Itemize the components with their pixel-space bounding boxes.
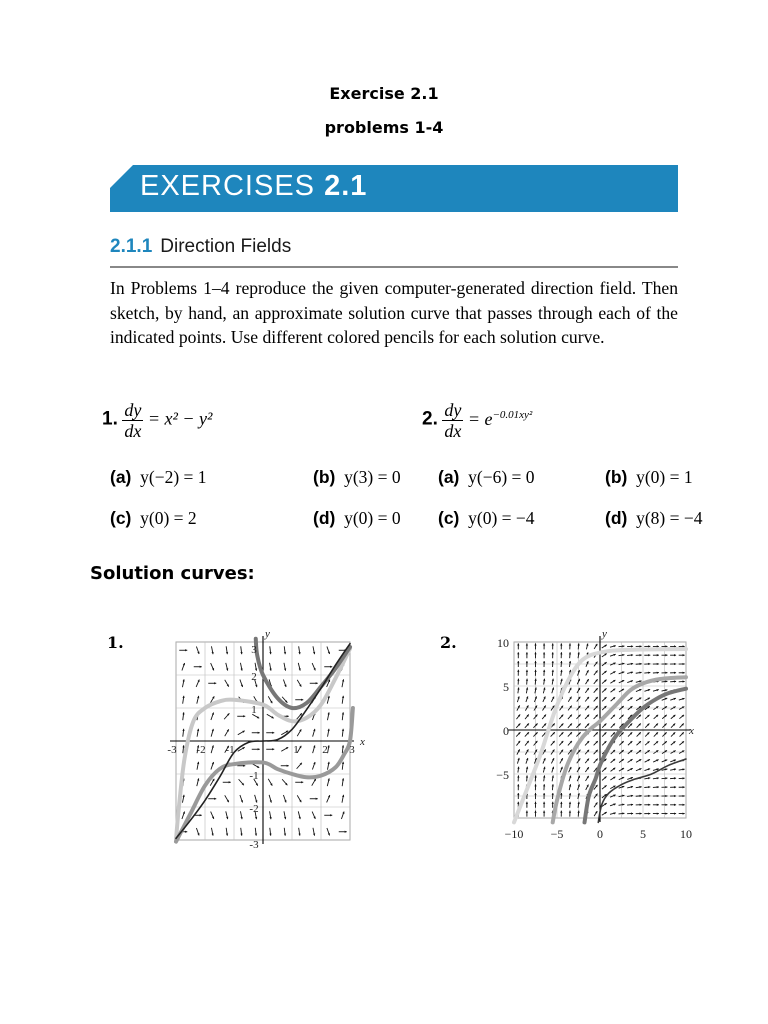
direction-arrowhead <box>631 645 633 647</box>
direction-arrowhead <box>534 661 536 663</box>
condition <box>605 467 693 488</box>
condition <box>438 508 535 529</box>
y-axis-label: y <box>265 628 270 640</box>
direction-arrowhead <box>517 643 519 645</box>
x-tick-label: 10 <box>680 827 692 841</box>
direction-arrowhead <box>534 775 536 777</box>
direction-arrowhead <box>648 663 650 665</box>
direction-arrowhead <box>287 765 289 767</box>
direction-arrowhead <box>552 652 554 654</box>
banner-title <box>140 170 367 203</box>
direction-arrowhead <box>534 784 536 786</box>
condition <box>438 467 535 488</box>
direction-arrowhead <box>674 680 676 682</box>
direction-arrowhead <box>577 811 579 813</box>
direction-arrowhead <box>657 654 659 656</box>
direction-arrowhead <box>648 795 650 797</box>
y-tick-label: 5 <box>503 680 509 694</box>
direction-arrowhead <box>330 814 332 816</box>
fraction-numerator: dy <box>124 400 142 420</box>
direction-arrowhead <box>534 679 536 681</box>
banner-word: EXERCISES <box>140 170 315 202</box>
x-tick-label: −10 <box>504 827 524 841</box>
direction-arrowhead <box>526 661 528 663</box>
y-tick-label: -1 <box>249 770 259 782</box>
fraction-denominator: dx <box>124 421 142 441</box>
fraction-denominator: dx <box>444 421 462 441</box>
direction-arrowhead <box>543 793 545 795</box>
direction-arrowhead <box>200 814 202 816</box>
y-tick-label: 10 <box>497 636 509 650</box>
direction-arrowhead <box>185 649 187 651</box>
direction-arrowhead <box>543 811 545 813</box>
direction-arrowhead <box>631 812 633 814</box>
condition-text: y(3) = 0 <box>344 467 401 487</box>
direction-arrowhead <box>648 672 650 674</box>
solution-curve <box>598 759 686 822</box>
direction-arrowhead <box>683 654 685 656</box>
direction-arrowhead <box>683 795 685 797</box>
direction-arrowhead <box>640 812 642 814</box>
problem-1-equation <box>102 400 212 441</box>
direction-arrowhead <box>665 663 667 665</box>
section-title: Direction Fields <box>160 236 292 257</box>
equation-rhs <box>468 409 532 429</box>
direction-arrowhead <box>526 670 528 672</box>
condition-label: (d) <box>313 508 336 528</box>
direction-arrowhead <box>526 775 528 777</box>
condition-text: y(−6) = 0 <box>468 467 535 487</box>
direction-arrowhead <box>569 802 571 804</box>
fraction-numerator: dy <box>444 400 462 420</box>
direction-arrowhead <box>316 798 318 800</box>
condition <box>605 508 703 529</box>
y-axis-label: y <box>602 628 607 640</box>
x-axis-label: x <box>689 725 694 737</box>
condition-label: (b) <box>605 467 628 487</box>
page-title: Exercise 2.1 <box>329 84 439 103</box>
problem-2-equation <box>422 400 532 441</box>
direction-arrowhead <box>657 645 659 647</box>
direction-arrowhead <box>214 682 216 684</box>
condition-text: y(8) = −4 <box>636 508 703 528</box>
direction-arrowhead <box>517 802 519 804</box>
direction-arrowhead <box>657 663 659 665</box>
condition <box>110 467 207 488</box>
direction-arrowhead <box>657 672 659 674</box>
condition <box>313 467 401 488</box>
direction-arrowhead <box>301 699 303 701</box>
direction-arrowhead <box>517 793 519 795</box>
y-tick-label: 1 <box>251 704 257 716</box>
condition-text: y(0) = 0 <box>344 508 401 528</box>
x-tick-label: 2 <box>322 744 328 756</box>
figure-2-label: 2. <box>440 633 457 652</box>
direction-arrowhead <box>243 715 245 717</box>
condition-label: (c) <box>110 508 132 528</box>
direction-arrowhead <box>657 804 659 806</box>
direction-arrowhead <box>258 748 260 750</box>
direction-arrowhead <box>526 802 528 804</box>
direction-arrowhead <box>674 795 676 797</box>
direction-arrowhead <box>631 654 633 656</box>
direction-arrowhead <box>543 661 545 663</box>
direction-arrowhead <box>640 645 642 647</box>
x-tick-label: 0 <box>597 827 603 841</box>
solution-curves-heading: Solution curves: <box>90 563 255 584</box>
direction-arrowhead <box>622 645 624 647</box>
direction-arrowhead <box>214 798 216 800</box>
condition-label: (d) <box>605 508 628 528</box>
direction-arrowhead <box>665 804 667 806</box>
direction-arrowhead <box>258 732 260 734</box>
direction-arrowhead <box>683 777 685 779</box>
direction-arrowhead <box>665 654 667 656</box>
direction-arrowhead <box>543 802 545 804</box>
direction-arrowhead <box>552 793 554 795</box>
direction-arrowhead <box>534 811 536 813</box>
direction-arrowhead <box>648 645 650 647</box>
problem-number: 2. <box>422 408 438 430</box>
direction-arrowhead <box>683 680 685 682</box>
direction-arrowhead <box>665 786 667 788</box>
direction-arrowhead <box>517 670 519 672</box>
problem-number: 1. <box>102 408 118 430</box>
direction-arrowhead <box>639 663 641 665</box>
direction-arrowhead <box>526 811 528 813</box>
condition-text: y(−2) = 1 <box>140 467 207 487</box>
condition-text: y(0) = −4 <box>468 508 535 528</box>
direction-arrowhead <box>534 670 536 672</box>
direction-arrowhead <box>648 812 650 814</box>
direction-arrowhead <box>665 645 667 647</box>
direction-arrowhead <box>648 654 650 656</box>
direction-arrowhead <box>517 661 519 663</box>
page-subtitle: problems 1-4 <box>324 118 444 137</box>
condition <box>110 508 197 529</box>
direction-arrowhead <box>552 643 554 645</box>
direction-arrowhead <box>683 672 685 674</box>
direction-arrowhead <box>631 804 633 806</box>
direction-arrowhead <box>287 715 289 717</box>
direction-arrowhead <box>683 663 685 665</box>
x-tick-label: 5 <box>640 827 646 841</box>
banner-notch <box>110 165 133 188</box>
direction-arrowhead <box>683 786 685 788</box>
direction-arrowhead <box>674 777 676 779</box>
direction-arrowhead <box>560 661 562 663</box>
direction-arrowhead <box>640 804 642 806</box>
direction-arrowhead <box>674 663 676 665</box>
direction-arrowhead <box>534 652 536 654</box>
direction-arrowhead <box>648 804 650 806</box>
condition-label: (a) <box>438 467 460 487</box>
direction-arrowhead <box>622 812 624 814</box>
direction-arrowhead <box>639 795 641 797</box>
direction-arrowhead <box>543 643 545 645</box>
direction-arrowhead <box>229 781 231 783</box>
direction-arrowhead <box>534 793 536 795</box>
direction-arrowhead <box>657 795 659 797</box>
direction-arrowhead <box>526 652 528 654</box>
direction-arrowhead <box>569 652 571 654</box>
direction-arrowhead <box>665 680 667 682</box>
direction-arrowhead <box>569 643 571 645</box>
direction-arrowhead <box>534 802 536 804</box>
direction-arrowhead <box>345 831 347 833</box>
direction-arrowhead <box>552 802 554 804</box>
instructions-paragraph: In Problems 1–4 reproduce the given computer-generated direction field. Then sketch, by hand, an approximate solution curve that passes through each of the indicated points. Use different colored pencils for each solution curve. <box>110 278 678 347</box>
x-tick-label: -1 <box>225 744 235 756</box>
direction-arrowhead <box>272 732 274 734</box>
condition <box>313 508 401 529</box>
section-number: 2.1.1 <box>110 236 153 257</box>
direction-arrowhead <box>577 643 579 645</box>
direction-arrowhead <box>552 784 554 786</box>
equation-rhs: = x² − y² <box>147 408 213 429</box>
direction-arrowhead <box>552 670 554 672</box>
direction-arrowhead <box>674 804 676 806</box>
direction-arrowhead <box>243 765 245 767</box>
condition-text: y(0) = 1 <box>636 467 693 487</box>
solution-curves-chart-2 <box>490 628 705 848</box>
direction-arrowhead <box>517 784 519 786</box>
direction-arrowhead <box>543 652 545 654</box>
direction-arrowhead <box>657 786 659 788</box>
x-tick-label: 3 <box>349 744 355 756</box>
direction-arrowhead <box>674 672 676 674</box>
direction-arrowhead <box>657 812 659 814</box>
direction-arrowhead <box>674 654 676 656</box>
direction-arrowhead <box>330 666 332 668</box>
equation-exponent: −0.01xy² <box>492 408 533 421</box>
condition-label: (c) <box>438 508 460 528</box>
direction-arrowhead <box>543 670 545 672</box>
banner-number: 2.1 <box>324 170 368 202</box>
direction-arrowhead <box>534 643 536 645</box>
direction-arrowhead <box>560 652 562 654</box>
x-tick-label: −5 <box>550 827 564 841</box>
condition-label: (b) <box>313 467 336 487</box>
derivative-fraction <box>442 400 463 441</box>
figure-1-label: 1. <box>107 633 124 652</box>
y-tick-label: -2 <box>249 803 259 815</box>
x-tick-label: 1 <box>293 744 299 756</box>
direction-arrowhead <box>648 786 650 788</box>
x-axis-label: x <box>360 736 365 748</box>
direction-arrowhead <box>560 643 562 645</box>
direction-arrowhead <box>665 795 667 797</box>
y-tick-label: 2 <box>251 671 257 683</box>
condition-text: y(0) = 2 <box>140 508 197 528</box>
direction-arrowhead <box>301 781 303 783</box>
direction-arrowhead <box>272 748 274 750</box>
direction-arrowhead <box>316 682 318 684</box>
solution-curve <box>176 708 353 842</box>
direction-arrowhead <box>517 652 519 654</box>
direction-arrowhead <box>200 666 202 668</box>
direction-arrowhead <box>683 804 685 806</box>
direction-arrowhead <box>526 643 528 645</box>
direction-arrowhead <box>560 802 562 804</box>
y-tick-label: 0 <box>503 724 509 738</box>
y-tick-label: −5 <box>496 768 509 782</box>
equation-base: = e <box>467 408 493 429</box>
condition-label: (a) <box>110 467 132 487</box>
x-tick-label: -2 <box>196 744 206 756</box>
direction-arrowhead <box>569 811 571 813</box>
derivative-fraction <box>122 400 143 441</box>
direction-arrowhead <box>665 812 667 814</box>
direction-arrowhead <box>543 784 545 786</box>
direction-arrowhead <box>517 679 519 681</box>
direction-arrowhead <box>185 831 187 833</box>
direction-arrowhead <box>560 811 562 813</box>
direction-arrowhead <box>683 812 685 814</box>
y-tick-label: 3 <box>251 644 257 656</box>
direction-arrowhead <box>665 777 667 779</box>
direction-arrowhead <box>674 786 676 788</box>
direction-arrowhead <box>640 654 642 656</box>
y-tick-label: -3 <box>249 839 259 851</box>
direction-arrowhead <box>665 672 667 674</box>
direction-arrowhead <box>552 661 554 663</box>
section-heading <box>110 236 291 258</box>
direction-arrowhead <box>517 775 519 777</box>
solution-curves-chart-1 <box>160 628 380 853</box>
section-divider <box>110 266 678 268</box>
direction-arrowhead <box>526 679 528 681</box>
direction-arrowhead <box>674 812 676 814</box>
x-tick-label: -3 <box>167 744 177 756</box>
